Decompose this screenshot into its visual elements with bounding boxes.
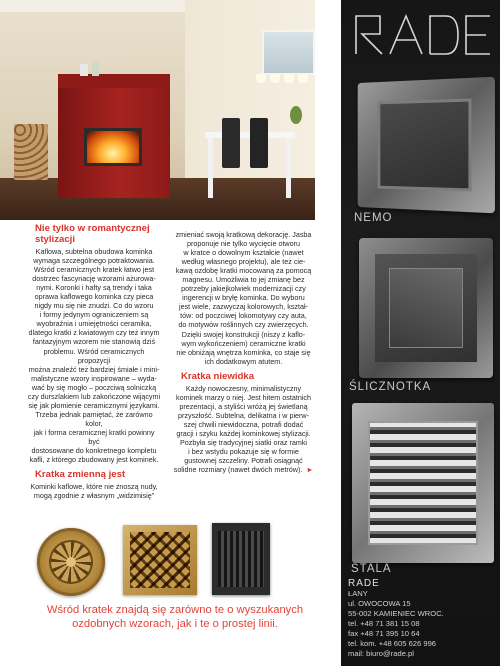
- grille-face: [378, 98, 472, 191]
- vase: [92, 62, 99, 76]
- rade-logo-icon: [354, 10, 494, 60]
- fireplace-photo: [0, 0, 315, 220]
- table-leg: [208, 138, 213, 198]
- ornamental-square-grille-image: [123, 525, 197, 595]
- contact-block: [348, 578, 498, 659]
- fire-window: [84, 128, 142, 166]
- firewood-stack: [14, 124, 48, 180]
- paragraph-text: Każdy nowoczesny, minimalistyczny kominek marzy o niej. Jest hitem ostatnich prezentacji, a styliści wróżą jej świetlaną przyszłość. Subtelna, delikatna i w pierw- szej chwili niewidoczna, potrafi dodać gracji i szyku każdej kominkowej stylizacji. Pozbyła się tradycyjnej siatki oraz ramki i bez wstydu pokazuje się w formie gustownej szczeliny. Potrafi osiągnąć solidne rozmiary (nawet dwóch metrów).: [173, 383, 312, 475]
- product-name: STALA: [351, 563, 392, 575]
- contact-line: tel. +48 71 381 15 08: [348, 619, 420, 628]
- nemo-grille-image: [358, 77, 495, 214]
- dark-slot-grille-image: [212, 523, 270, 595]
- grille-pattern: [130, 532, 190, 588]
- slicznotka-grille-image: [359, 238, 493, 378]
- pendant-lamp: [270, 74, 280, 83]
- table-leg: [286, 138, 291, 198]
- chair: [222, 118, 240, 168]
- chair: [250, 118, 268, 168]
- photo-window: [262, 30, 315, 75]
- contact-line: tel. kom. +48 605 626 996: [348, 639, 437, 648]
- grille-inset: [389, 268, 463, 348]
- grille-slots: [218, 531, 264, 587]
- pendant-lamp: [256, 74, 266, 83]
- section-heading: Kratka niewidka: [181, 370, 255, 382]
- grille-face: [375, 254, 477, 362]
- contact-line: ul. OWOCOWA 15: [348, 599, 411, 608]
- grille-louvers: [368, 421, 478, 545]
- paragraph: zmieniać swoją kratkową dekorację. Jasba proponuje nie tylko wycięcie otworu w kratce o dowolnym kształcie (nawet według własnego projektu), ale też cie- kawą ozdobę kratki mocowaną za pomocą magnesu. Umożliwia to jej zmianę bez potrzeby jakiejkolwiek modernizacji czy ingerencji w bryłę kominka. Do wyboru jest wiele, zazwyczaj kolorowych, kształ- tów: od poczciwej lokomotywy czy auta, do motywów roślinnych czy zwierzęcych. Dzięki swojej konstrukcji (niszy z kaflo- wym wykończeniem) ceramiczne kratki nie obniżają wnętrza kominka, co staje się ich dodatkowym atutem.: [175, 230, 312, 366]
- paragraph: [171, 384, 316, 475]
- article-column-2: [171, 230, 316, 475]
- grille-center: [66, 557, 76, 567]
- stala-grille-image: [352, 403, 494, 563]
- round-brass-grille-image: [37, 528, 105, 596]
- paragraph: Kaflowa, subtelna obudowa kominka wymaga szczególnego potraktowania. Wśród ceramicznych kratek łatwo jest dostrzec fascynację wzorami ażurowa- nymi. Koronki i hafty są trendy i taka oprawa kaflowego kominka czy pieca nigdy mu się nie znudzi. Co do wzoru i formy jedynym ograniczeniem są wyobraźnia i umiejętności ceramika, dlatego kratki z kwiatowym czy też innym fantazyjnym wzorem nie stanowią dziś problemu. Wśród ceramicznych propozycji można znaleźć też bardziej śmiałe i mini- malistyczne wzory inspirowane – wyda- wać by się mogło – poczciwą solniczką czy durszlakiem lub zakończone wijącymi się jak płomienie ceramicznymi językami. Trzeba jednak pamiętać, że zarówno kolor, jak i forma ceramicznej kratki powinny być dostosowane do konkretnego kompletu kafli, z którego zbudowany jest kominek.: [27, 247, 161, 465]
- contact-line: fax +48 71 395 10 64: [348, 629, 420, 638]
- continue-arrow-icon: ►: [306, 467, 314, 475]
- product-name: NEMO: [354, 212, 393, 224]
- section-heading: Nie tylko w romantycznej stylizacji: [35, 223, 150, 245]
- stove-top: [58, 74, 170, 88]
- pendant-lamp: [298, 74, 308, 83]
- paragraph: Kominki kaflowe, które nie znoszą nudy, mogą zgodnie z własnym „widzimisię”: [30, 482, 158, 501]
- pendant-lamp: [284, 74, 294, 83]
- article-column-1: [27, 223, 161, 500]
- contact-line: 55-002 KAMIENIEC WROC.: [348, 609, 444, 618]
- image-caption: Wśród kratek znajdą się zarówno te o wyszukanych ozdobnych wzorach, jak i te o prostej linii.: [46, 604, 304, 630]
- plant: [290, 106, 302, 124]
- brand-name: RADE: [348, 578, 380, 589]
- vase: [80, 64, 88, 76]
- contact-line: mail: biuro@rade.pl: [348, 649, 414, 658]
- product-name: ŚLICZNOTKA: [349, 381, 432, 393]
- contact-line: ŁANY: [348, 589, 368, 598]
- section-heading: Kratka zmienną jest: [35, 469, 126, 481]
